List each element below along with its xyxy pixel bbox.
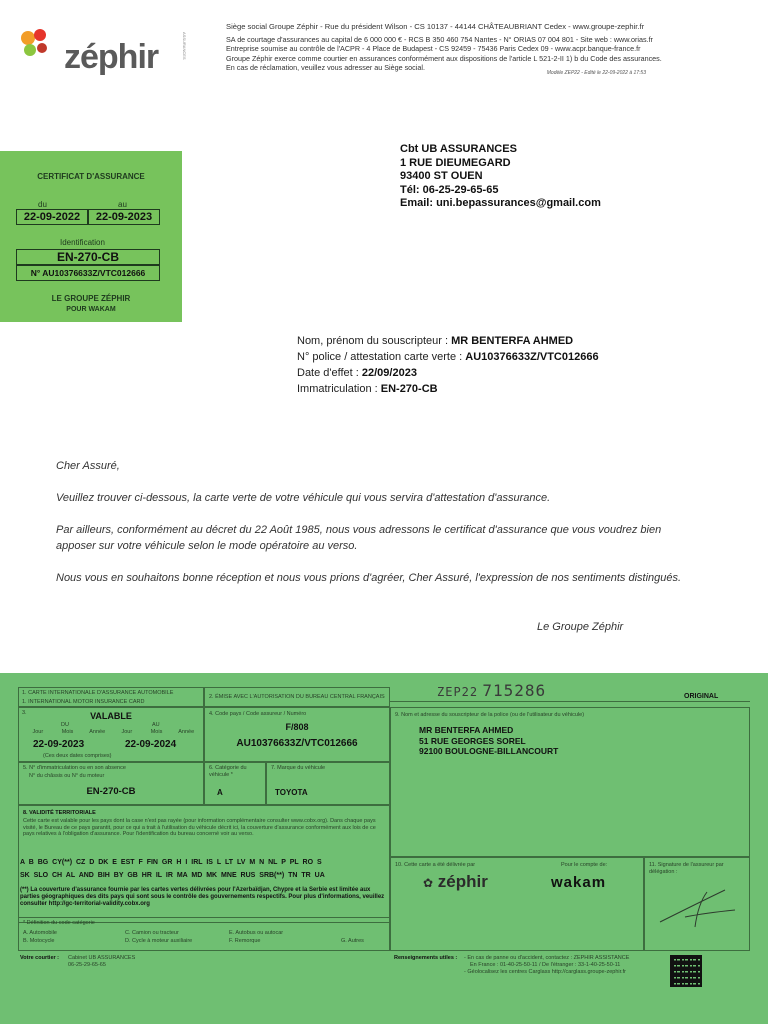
date-col: Mois [61,729,74,735]
field-7-label: 7. Marque du véhicule [271,765,326,771]
category-item: A. Automobile [23,930,57,936]
header-line: Groupe Zéphir exerce comme courtier en assurances conformément aux dispositions de l'article L 521-2-II 1) b du Code des assurances. [226,53,662,63]
useful-info-line: En France : 01-40-25-50-11 / De l'étranger : 33-1-40-25-50-11 [470,962,621,968]
holder-line: MR BENTERFA AHMED [419,725,514,735]
field-6-label: 6. Catégorie du véhicule * [209,765,247,778]
letter-paragraph: Veuillez trouver ci-dessous, la carte verte de votre véhicule qui vous servira d'attestation d'assurance. [56,492,551,504]
address-line: 1 RUE DIEUMEGARD [400,156,511,169]
header-line: Siège social Groupe Zéphir - Rue du président Wilson - CS 10137 - 44144 CHÂTEAUBRIANT Cedex - www.groupe-zephir.fr [226,22,645,31]
holder-address [419,725,558,757]
field-1 [18,687,204,707]
flower-icon: ✿ [423,876,434,890]
field-8-label: 8. VALIDITÉ TERRITORIALE [23,810,96,816]
subscriber-date-label: Date d'effet : [297,367,362,379]
field-2-label: 2. ÉMISE AVEC L'AUTORISATION DU BUREAU CENTRAL FRANÇAIS [209,694,385,700]
green-card [0,673,768,1024]
field-1-label: 1. CARTE INTERNATIONALE D'ASSURANCE AUTOMOBILE [22,690,174,696]
courtier-phone: 06-25-29-65-65 [68,962,106,968]
country-insurer-code: F/808 [285,722,309,732]
field-5 [18,761,204,805]
certificate-plate: EN-270-CB [16,249,160,265]
zephir-logo [16,24,187,76]
date-col: Jour [121,729,133,735]
field-1-sublabel: 1. INTERNATIONAL MOTOR INSURANCE CARD [22,698,145,705]
serial-prefix: ZEP22 [437,685,479,699]
card-plate: EN-270-CB [86,786,136,797]
date-col: Mois [150,729,163,735]
subscriber-plate: EN-270-CB [380,383,438,395]
field-6 [204,761,266,805]
certificate-id-label: Identification [60,238,105,247]
address-email: Email: uni.bepassurances@gmail.com [400,197,601,209]
field-3 [18,707,204,763]
letter-paragraph: Nous vous en souhaitons bonne réception et nous vous prions d'agréer, Cher Assuré, l'expression de nos sentiments distingués. [56,572,682,584]
letter-body [56,458,696,602]
date-col: Année [178,729,195,735]
account-label: Pour le compte de: [561,862,608,868]
useful-info-line: - En cas de panne ou d'accident, contactez : ZEPHIR ASSISTANCE [464,955,630,961]
countries-row: A B BG CY(**) CZ D DK E EST F FIN GR H I IRL IS L LT LV M N NL P PL RO S [20,859,322,866]
date-column-headers [23,729,201,736]
category-item: B. Motocycle [23,938,55,944]
brand-vertical-text: ASSURANCES [182,32,187,60]
certificate-date-from: 22-09-2022 [16,209,88,225]
vehicle-category: A [217,788,223,797]
letter-greeting: Cher Assuré, [56,460,120,472]
issuer-name: zéphir [437,872,488,891]
header-line: SA de courtage d'assurances au capital de 6 000 000 € - RCS B 350 460 754 Nantes - N° ORIAS 07 004 801 - Site web : www.orias.fr [226,34,653,44]
field-11 [644,857,750,951]
territorial-note: (**) La couverture d'assurance fournie par les cartes vertes délivrées pour l'Azerbaïdjan, Chypre et la Serbie est limitée aux parties géographiques des dits pays qui sont sous le contrôle des gouvernements respectifs. Pour plus d'informations, veuillez consulter http://gc-territorial-validity.cobx.org [20,887,385,907]
insurer-name: wakam [551,874,607,891]
category-item: E. Autobus ou autocar [229,930,284,936]
card-serial [437,681,546,700]
model-edition-line: Modèle ZEP22 - Edité le 22-09-2022 à 17:53 [546,70,646,76]
serial-number: 715286 [482,681,547,700]
divider [390,701,750,702]
holder-line: 92100 BOULOGNE-BILLANCOURT [419,746,559,756]
subscriber-plate-label: Immatriculation : [297,383,381,395]
category-item: D. Cycle à moteur auxiliaire [125,938,193,944]
address-phone: Tél: 06-25-29-65-65 [400,183,499,196]
valable-label: VALABLE [90,711,132,721]
dates-note: (Ces deux dates comprises) [43,753,112,759]
field-10 [390,857,644,951]
field-5-sublabel: N° du châssis ou N° du moteur [29,773,105,779]
vehicle-brand: TOYOTA [275,788,308,797]
courtier-label: Votre courtier : [20,955,60,961]
field-9 [390,707,750,857]
certificate-policy: N° AU10376633Z/VTC012666 [16,265,160,281]
header-legal-info [226,22,726,73]
certificate-for: POUR WAKAM [66,306,116,313]
countries-row: SK SLO CH AL AND BIH BY GB HR IL IR MA MD MK MNE RUS SRB(**) TN TR UA [20,872,325,879]
date-col: Jour [32,729,44,735]
subscriber-policy: AU10376633Z/VTC012666 [465,351,599,363]
category-title: * Définition du code catégorie [23,920,95,926]
valid-from-label: DU [61,722,69,728]
field-11-label: 11. Signature de l'assureur par délégation : [649,862,724,875]
certificate-to-label: au [118,200,127,209]
certificate-title: CERTIFICAT D'ASSURANCE [37,172,145,181]
category-item: C. Camion ou tracteur [125,930,179,936]
subscriber-name-label: Nom, prénom du souscripteur : [297,335,452,347]
subscriber-name: MR BENTERFA AHMED [451,335,574,347]
field-4 [204,707,390,763]
signature-icon [655,882,745,932]
subscriber-date: 22/09/2023 [361,367,417,379]
field-5-label: 5. N° d'immatriculation ou en son absence [23,765,126,771]
holder-line: 51 RUE GEORGES SOREL [419,735,526,746]
issuer-logo [423,872,488,892]
letter-paragraph: Par ailleurs, conformément au décret du 22 Août 1985, nous vous adressons le certificat d'assurance que vous voudrez bien apposer sur votre véhicule selon le mode opératoire au verso. [56,524,662,552]
card-date-to: 22-09-2024 [125,739,177,750]
field-4-label: 4. Code pays / Code assureur / Numéro [209,711,307,717]
certificate-group: LE GROUPE ZÉPHIR [51,294,131,303]
certificate-date-to: 22-09-2023 [88,209,160,225]
valid-to-label: AU [152,722,160,728]
field-3-label: 3. [22,710,27,716]
original-label: ORIGINAL [684,693,719,700]
field-2 [204,687,390,707]
category-item: G. Autres [341,938,364,944]
qr-code-icon [670,955,702,987]
field-7 [266,761,390,805]
card-date-from: 22-09-2023 [33,739,85,750]
letter-signature: Le Groupe Zéphir [537,621,624,633]
courtier-name: Cabinet UB ASSURANCES [68,955,136,961]
useful-info-label: Renseignements utiles : [394,955,458,961]
insurance-certificate [0,151,182,322]
certificate-from-label: du [38,200,47,209]
address-line: Cbt UB ASSURANCES [400,143,517,155]
field-10-label: 10. Cette carte a été délivrée par [395,862,476,868]
header-line: Entreprise soumise au contrôle de l'ACPR - 4 Place de Budapest - CS 92459 - 75436 Paris Cedex 09 - www.acpr.banque-france.fr [226,44,641,54]
address-line: 93400 ST OUEN [400,170,483,182]
flower-logo-icon [16,26,58,62]
useful-info-line: - Géolocalisez les centres Carglass http://carglass.groupe-zephir.fr [464,969,627,975]
category-item: F. Remorque [229,938,261,944]
card-policy-number: AU10376633Z/VTC012666 [236,738,358,749]
recipient-address [400,143,601,211]
header-line: En cas de réclamation, veuillez vous adresser au Siège social. [226,63,425,73]
territorial-validity-text: Cette carte est valable pour les pays dont la case n'est pas rayée (pour information complémentaire consulter www.cobx.org). Dans chaque pays visité, le Bureau de ce pays garantit, pour ce qui a trait à l'utilisation du véhicule décrit ici, la couverture d'assurance conformément aux lois de ce pays relatives à l'obligation d'assurance. Pour l'identification du bureau concerné voir au verso. [23,818,376,837]
brand-name: zéphir [64,38,159,76]
category-definitions [18,917,390,951]
subscriber-policy-label: N° police / attestation carte verte : [297,351,466,363]
field-9-label: 9. Nom et adresse du souscripteur de la police (ou de l'utilisateur du véhicule) [395,712,585,718]
subscriber-info [297,333,599,397]
date-col: Année [89,729,106,735]
